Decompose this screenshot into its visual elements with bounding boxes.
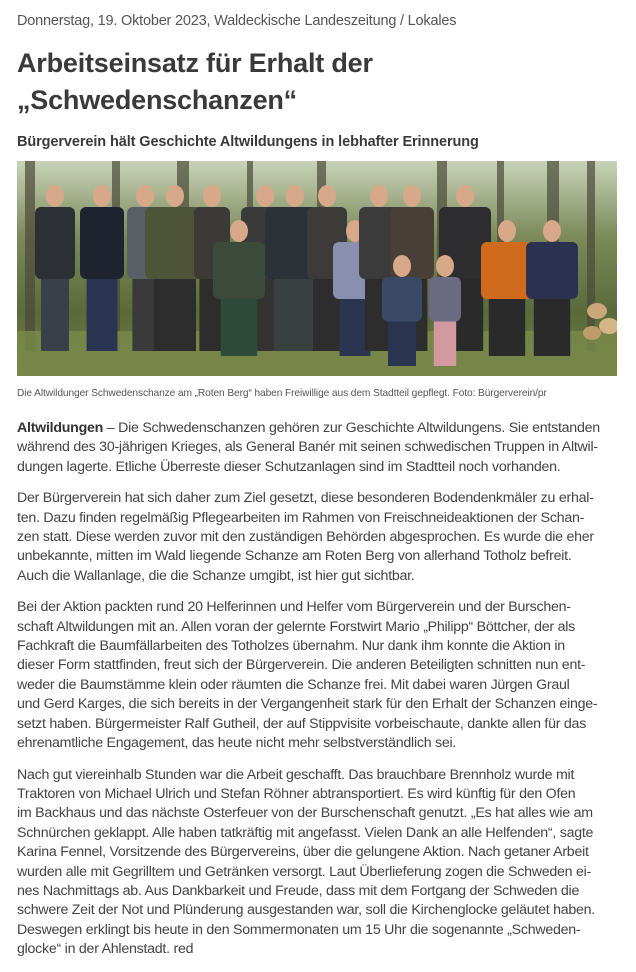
- article-body: [17, 419, 627, 972]
- person-figure: [35, 185, 75, 351]
- article-paragraph: [17, 489, 627, 586]
- article-paragraph: [17, 598, 627, 753]
- paragraph-line: Bei der Aktion packten rund 20 Helferinnen und Helfer vom Bürgerverein und der Burschen-: [17, 599, 571, 616]
- paragraph-line: im Backhaus und das nächste Osterfeuer von der Burschenschaft genutzt. „Es hat alles wie am: [17, 805, 593, 822]
- paragraph-line: und Gerd Karges, die sich bereits in der Vergangenheit stark für den Erhalt der Schanzen einge-: [17, 696, 598, 713]
- paragraph-line: während des 30-jährigen Krieges, als General Banér mit seinen schwedischen Truppen in Altwil-: [17, 439, 598, 456]
- paragraph-line: Fachkraft die Baumfällarbeiten des Totholzes übernahm. Nur dank ihm konnte die Aktion in: [17, 638, 565, 655]
- paragraph-line: unbekannte, mitten im Wald liegende Schanze am Roten Berg von allerhand Totholz befreit.: [17, 548, 572, 565]
- paragraph-line: Der Bürgerverein hat sich daher zum Ziel gesetzt, diese besonderen Bodendenkmäler zu erhal-: [17, 490, 594, 507]
- paragraph-line: dungen lagerte. Etliche Überreste dieser Schutzanlagen sind im Stadtteil noch vorhanden.: [17, 458, 561, 475]
- article-paragraph: [17, 766, 627, 960]
- paragraph-line: glocke“ in der Ahlenstadt. red: [17, 941, 194, 958]
- paragraph-line: Traktoren von Michael Ulrich und Stefan Röhner abtransportiert. Es wird künftig für den Ofen: [17, 785, 576, 802]
- paragraph-line: Deswegen erklingt bis heute in den Sommermonaten um 15 Uhr die sogenannte „Schweden-: [17, 921, 581, 938]
- paragraph-line: Auch die Wallanlage, die die Schanze umgibt, ist hier gut sichtbar.: [17, 567, 415, 584]
- tree-trunk: [587, 161, 595, 351]
- paragraph-line: Schnürchen geklappt. Alle haben tatkräftig mit angefasst. Vielen Dank an alle Helfenden“, sagte: [17, 824, 594, 841]
- paragraph-line: weder die Baumstämme klein oder räumten die Schanze frei. Mit dabei waren Jürgen Graul: [17, 676, 570, 693]
- subheadline: Bürgerverein hält Geschichte Altwildungens in lebhafter Erinnerung: [17, 134, 479, 150]
- article-paragraph: [17, 419, 627, 477]
- article-photo: [17, 161, 617, 376]
- paragraph-line: setzt haben. Bürgermeister Ralf Gutheil, der auf Stippvisite vorbeischaute, dankte allen für das: [17, 715, 587, 732]
- tree-trunk: [25, 161, 35, 351]
- paragraph-line: zen statt. Diese werden zuvor mit den zuständigen Behörden abgesprochen. Es wurde die eher: [17, 529, 594, 546]
- paragraph-line: Karina Fennel, Vorsitzende des Bürgervereins, über die gelungene Aktion. Nach getaner Arbeit: [17, 844, 589, 861]
- paragraph-line: ten. Dazu finden regelmäßig Pflegearbeiten im Rahmen von Freischneideaktionen der Schan-: [17, 509, 585, 526]
- headline: [17, 45, 373, 119]
- headline-line-1: Arbeitseinsatz für Erhalt der: [17, 48, 373, 78]
- group-photo-image: [17, 161, 617, 376]
- paragraph-line: ehrenamtliche Engagement, das heute nicht mehr selbstverständlich sei.: [17, 735, 457, 752]
- paragraph-line: wurden alle mit Gegrilltem und Getränken versorgt. Laut Überlieferung zogen die Schweden ei-: [17, 863, 591, 880]
- article-dateline-location: Altwildungen: [17, 420, 104, 436]
- headline-line-2: „Schwedenschanzen“: [17, 85, 297, 115]
- paragraph-line: schaft Altwildungen mit an. Allen voran der gelernte Forstwirt Mario „Philipp“ Böttcher, der als: [17, 618, 575, 635]
- dateline: Donnerstag, 19. Oktober 2023, Waldeckische Landeszeitung / Lokales: [17, 13, 457, 29]
- paragraph-line: dieser Form stattfinden, freut sich der Bürgerverein. Die anderen Beteiligten schnitten nun ent-: [17, 657, 586, 674]
- paragraph-line: [17, 419, 627, 438]
- photo-caption: Die Altwildunger Schwedenschanze am „Roten Berg“ haben Freiwillige aus dem Stadtteil gepflegt. Foto: Bürgerverein/pr: [17, 388, 547, 399]
- paragraph-line: Nach gut viereinhalb Stunden war die Arbeit geschafft. Das brauchbare Brennholz wurde mit: [17, 766, 575, 783]
- paragraph-line: schwere Zeit der Not und Plünderung ausgestanden war, soll die Kirchenglocke geläutet haben.: [17, 902, 595, 919]
- paragraph-text: – Die Schwedenschanzen gehören zur Geschichte Altwildungens. Sie entstanden: [103, 420, 600, 436]
- paragraph-line: nes Nachmittags ab. Aus Dankbarkeit und Freude, dass mit dem Fortgang der Schweden die: [17, 882, 580, 899]
